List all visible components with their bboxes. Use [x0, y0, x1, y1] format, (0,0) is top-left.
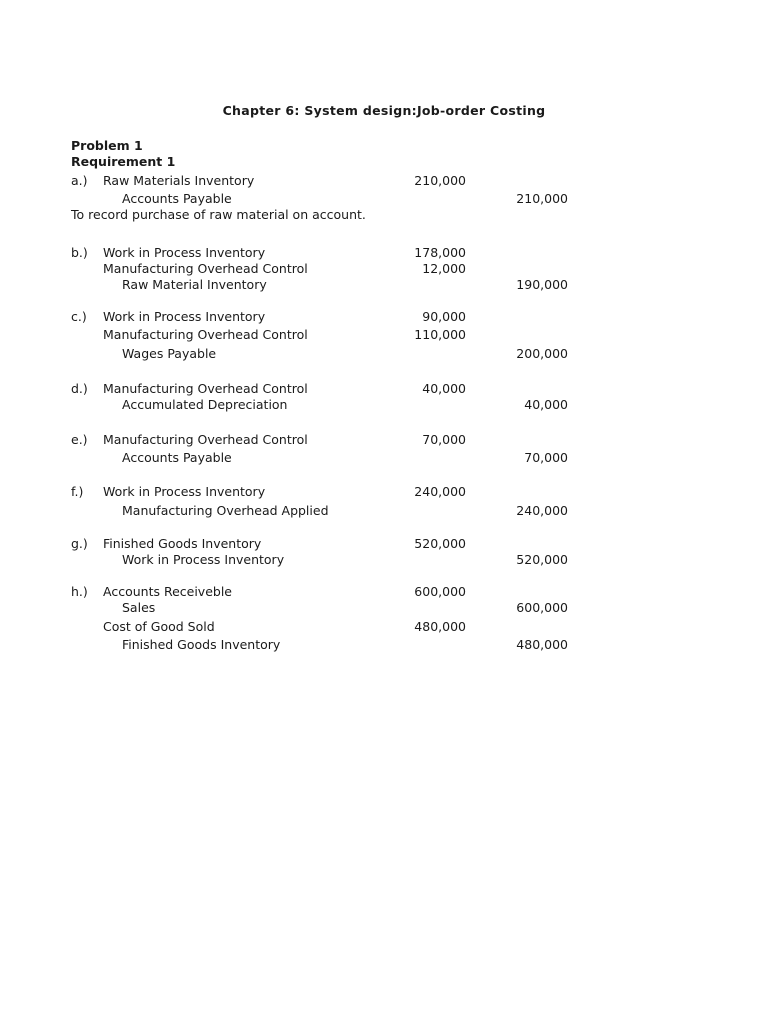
debit-amount: 210,000	[414, 173, 466, 188]
entry-letter: g.)	[71, 536, 88, 551]
debit-amount: 520,000	[414, 536, 466, 551]
credit-account: Accumulated Depreciation	[122, 397, 288, 412]
credit-account: Manufacturing Overhead Applied	[122, 503, 329, 518]
debit-account: Manufacturing Overhead Control	[103, 261, 308, 276]
credit-account: Finished Goods Inventory	[122, 637, 281, 652]
entry-letter: b.)	[71, 245, 88, 260]
debit-account: Work in Process Inventory	[103, 245, 266, 260]
entry-letter: a.)	[71, 173, 88, 188]
entry-note: To record purchase of raw material on account.	[71, 207, 366, 222]
credit-account: Accounts Payable	[122, 191, 232, 206]
credit-amount: 70,000	[524, 450, 568, 465]
credit-amount: 210,000	[516, 191, 568, 206]
problem-heading: Problem 1	[71, 138, 143, 153]
debit-amount: 90,000	[422, 309, 466, 324]
debit-amount: 480,000	[414, 619, 466, 634]
credit-amount: 600,000	[516, 600, 568, 615]
credit-account: Accounts Payable	[122, 450, 232, 465]
debit-amount: 40,000	[422, 381, 466, 396]
credit-account: Sales	[122, 600, 156, 615]
chapter-title: Chapter 6: System design:Job-order Costing	[222, 103, 546, 118]
debit-account: Manufacturing Overhead Control	[103, 381, 308, 396]
debit-account: Work in Process Inventory	[103, 484, 266, 499]
debit-amount: 110,000	[414, 327, 466, 342]
debit-amount: 240,000	[414, 484, 466, 499]
entry-letter: f.)	[71, 484, 84, 499]
credit-account: Raw Material Inventory	[122, 277, 267, 292]
entry-letter: d.)	[71, 381, 88, 396]
debit-amount: 600,000	[414, 584, 466, 599]
debit-account: Manufacturing Overhead Control	[103, 327, 308, 342]
entry-letter: h.)	[71, 584, 88, 599]
debit-account: Cost of Good Sold	[103, 619, 215, 634]
credit-amount: 240,000	[516, 503, 568, 518]
debit-account: Work in Process Inventory	[103, 309, 266, 324]
credit-amount: 190,000	[516, 277, 568, 292]
requirement-heading: Requirement 1	[71, 154, 176, 169]
credit-amount: 40,000	[524, 397, 568, 412]
entry-letter: c.)	[71, 309, 87, 324]
debit-account: Raw Materials Inventory	[103, 173, 255, 188]
credit-amount: 200,000	[516, 346, 568, 361]
debit-account: Manufacturing Overhead Control	[103, 432, 308, 447]
debit-amount: 178,000	[414, 245, 466, 260]
credit-account: Work in Process Inventory	[122, 552, 285, 567]
debit-account: Finished Goods Inventory	[103, 536, 262, 551]
debit-amount: 70,000	[422, 432, 466, 447]
entry-letter: e.)	[71, 432, 88, 447]
credit-amount: 480,000	[516, 637, 568, 652]
debit-account: Accounts Receiveble	[103, 584, 232, 599]
debit-amount: 12,000	[422, 261, 466, 276]
credit-amount: 520,000	[516, 552, 568, 567]
credit-account: Wages Payable	[122, 346, 217, 361]
